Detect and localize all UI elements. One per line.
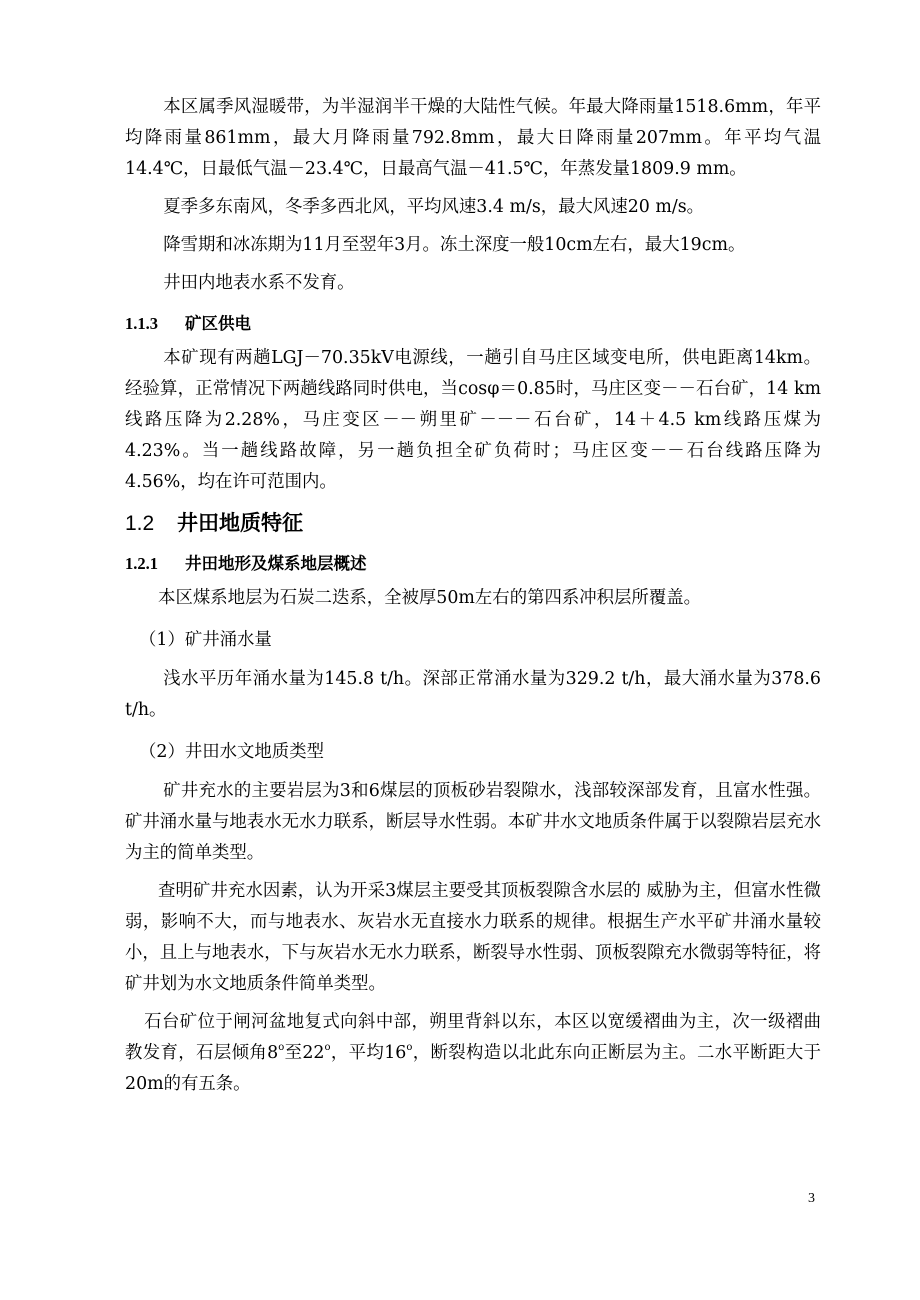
- geology-structure-paragraph: [125, 1007, 821, 1100]
- surface-water-paragraph: 井田内地表水系不发育。: [163, 273, 355, 293]
- section-number: 1.1.3: [125, 314, 158, 333]
- text-run: ，平均16: [330, 1043, 407, 1063]
- subheading-water-inflow: （1）矿井涌水量: [139, 630, 272, 650]
- power-supply-paragraph: 本矿现有两趟LGJ－70.35kV电源线，一趟引自马庄区域变电所，供电距离14km。经验算，正常情况下两趟线路同时供电，当cosφ＝0.85时，马庄区变－－石台矿，14 km线路压降为2.28%，马庄变区－－朔里矿－－－石台矿，14＋4.5 km线路压煤为4.23%。当一趟线路故障，另一趟负担全矿负荷时；马庄区变－－石台线路压降为4.56%，均在许可范围内。: [125, 348, 821, 492]
- degree-mark: o: [324, 1042, 331, 1053]
- subheading-hydrogeology-type: （2）井田水文地质类型: [139, 742, 324, 762]
- degree-mark: o: [406, 1042, 413, 1053]
- hydrogeology-paragraph: 矿井充水的主要岩层为3和6煤层的顶板砂岩裂隙水，浅部较深部发育，且富水性强。矿井涌水量与地表水无水力联系，断层导水性弱。本矿井水文地质条件属于以裂隙岩层充水为主的简单类型。: [125, 781, 821, 863]
- text-run: ，断裂构造以北此东向正断层为主。二水平断距大于20m的有五条。: [125, 1043, 821, 1094]
- section-heading-1-2: [125, 508, 821, 539]
- section-title: 矿区供电: [185, 314, 251, 333]
- section-number: 1.2.1: [125, 554, 158, 573]
- degree-mark: o: [278, 1042, 285, 1053]
- text-run: 至22: [284, 1043, 325, 1063]
- climate-paragraph: 本区属季风湿暖带，为半湿润半干燥的大陆性气候。年最大降雨量1518.6mm，年平均降雨量861mm，最大月降雨量792.8mm，最大日降雨量207mm。年平均气温14.4℃，日最低气温－23.4℃，日最高气温－41.5℃，年蒸发量1809.9 mm。: [125, 97, 821, 179]
- text-run: 石台矿位于闸河盆地复式向斜中部，朔里背斜以东，本区以宽缓褶曲为主，次一级褶曲教发育，石层倾角8: [125, 1012, 821, 1063]
- section-heading-1-2-1: [125, 551, 821, 577]
- section-number: 1.2: [125, 512, 155, 535]
- section-heading-1-1-3: [125, 311, 821, 337]
- coal-strata-paragraph: 本区煤系地层为石炭二迭系，全被厚50m左右的第四系冲积层所覆盖。: [158, 588, 701, 608]
- section-title: 井田地形及煤系地层概述: [185, 554, 367, 573]
- frost-paragraph: 降雪期和冰冻期为11月至翌年3月。冻土深度一般10cm左右，最大19cm。: [163, 235, 746, 255]
- page-number: 3: [808, 1191, 815, 1206]
- page-content: [125, 92, 821, 1100]
- section-title: 井田地质特征: [177, 511, 303, 535]
- water-inflow-paragraph: 浅水平历年涌水量为145.8 t/h。深部正常涌水量为329.2 t/h，最大涌水量为378.6 t/h。: [125, 669, 821, 720]
- water-factors-paragraph: 查明矿井充水因素，认为开采3煤层主要受其顶板裂隙含水层的 威胁为主，但富水性微弱，影响不大，而与地表水、灰岩水无直接水力联系的规律。根据生产水平矿井涌水量较小，且上与地表水，下与灰岩水无水力联系，断裂导水性弱、顶板裂隙充水微弱等特征，将矿井划为水文地质条件简单类型。: [125, 881, 821, 994]
- wind-paragraph: 夏季多东南风，冬季多西北风，平均风速3.4 m/s，最大风速20 m/s。: [163, 197, 705, 217]
